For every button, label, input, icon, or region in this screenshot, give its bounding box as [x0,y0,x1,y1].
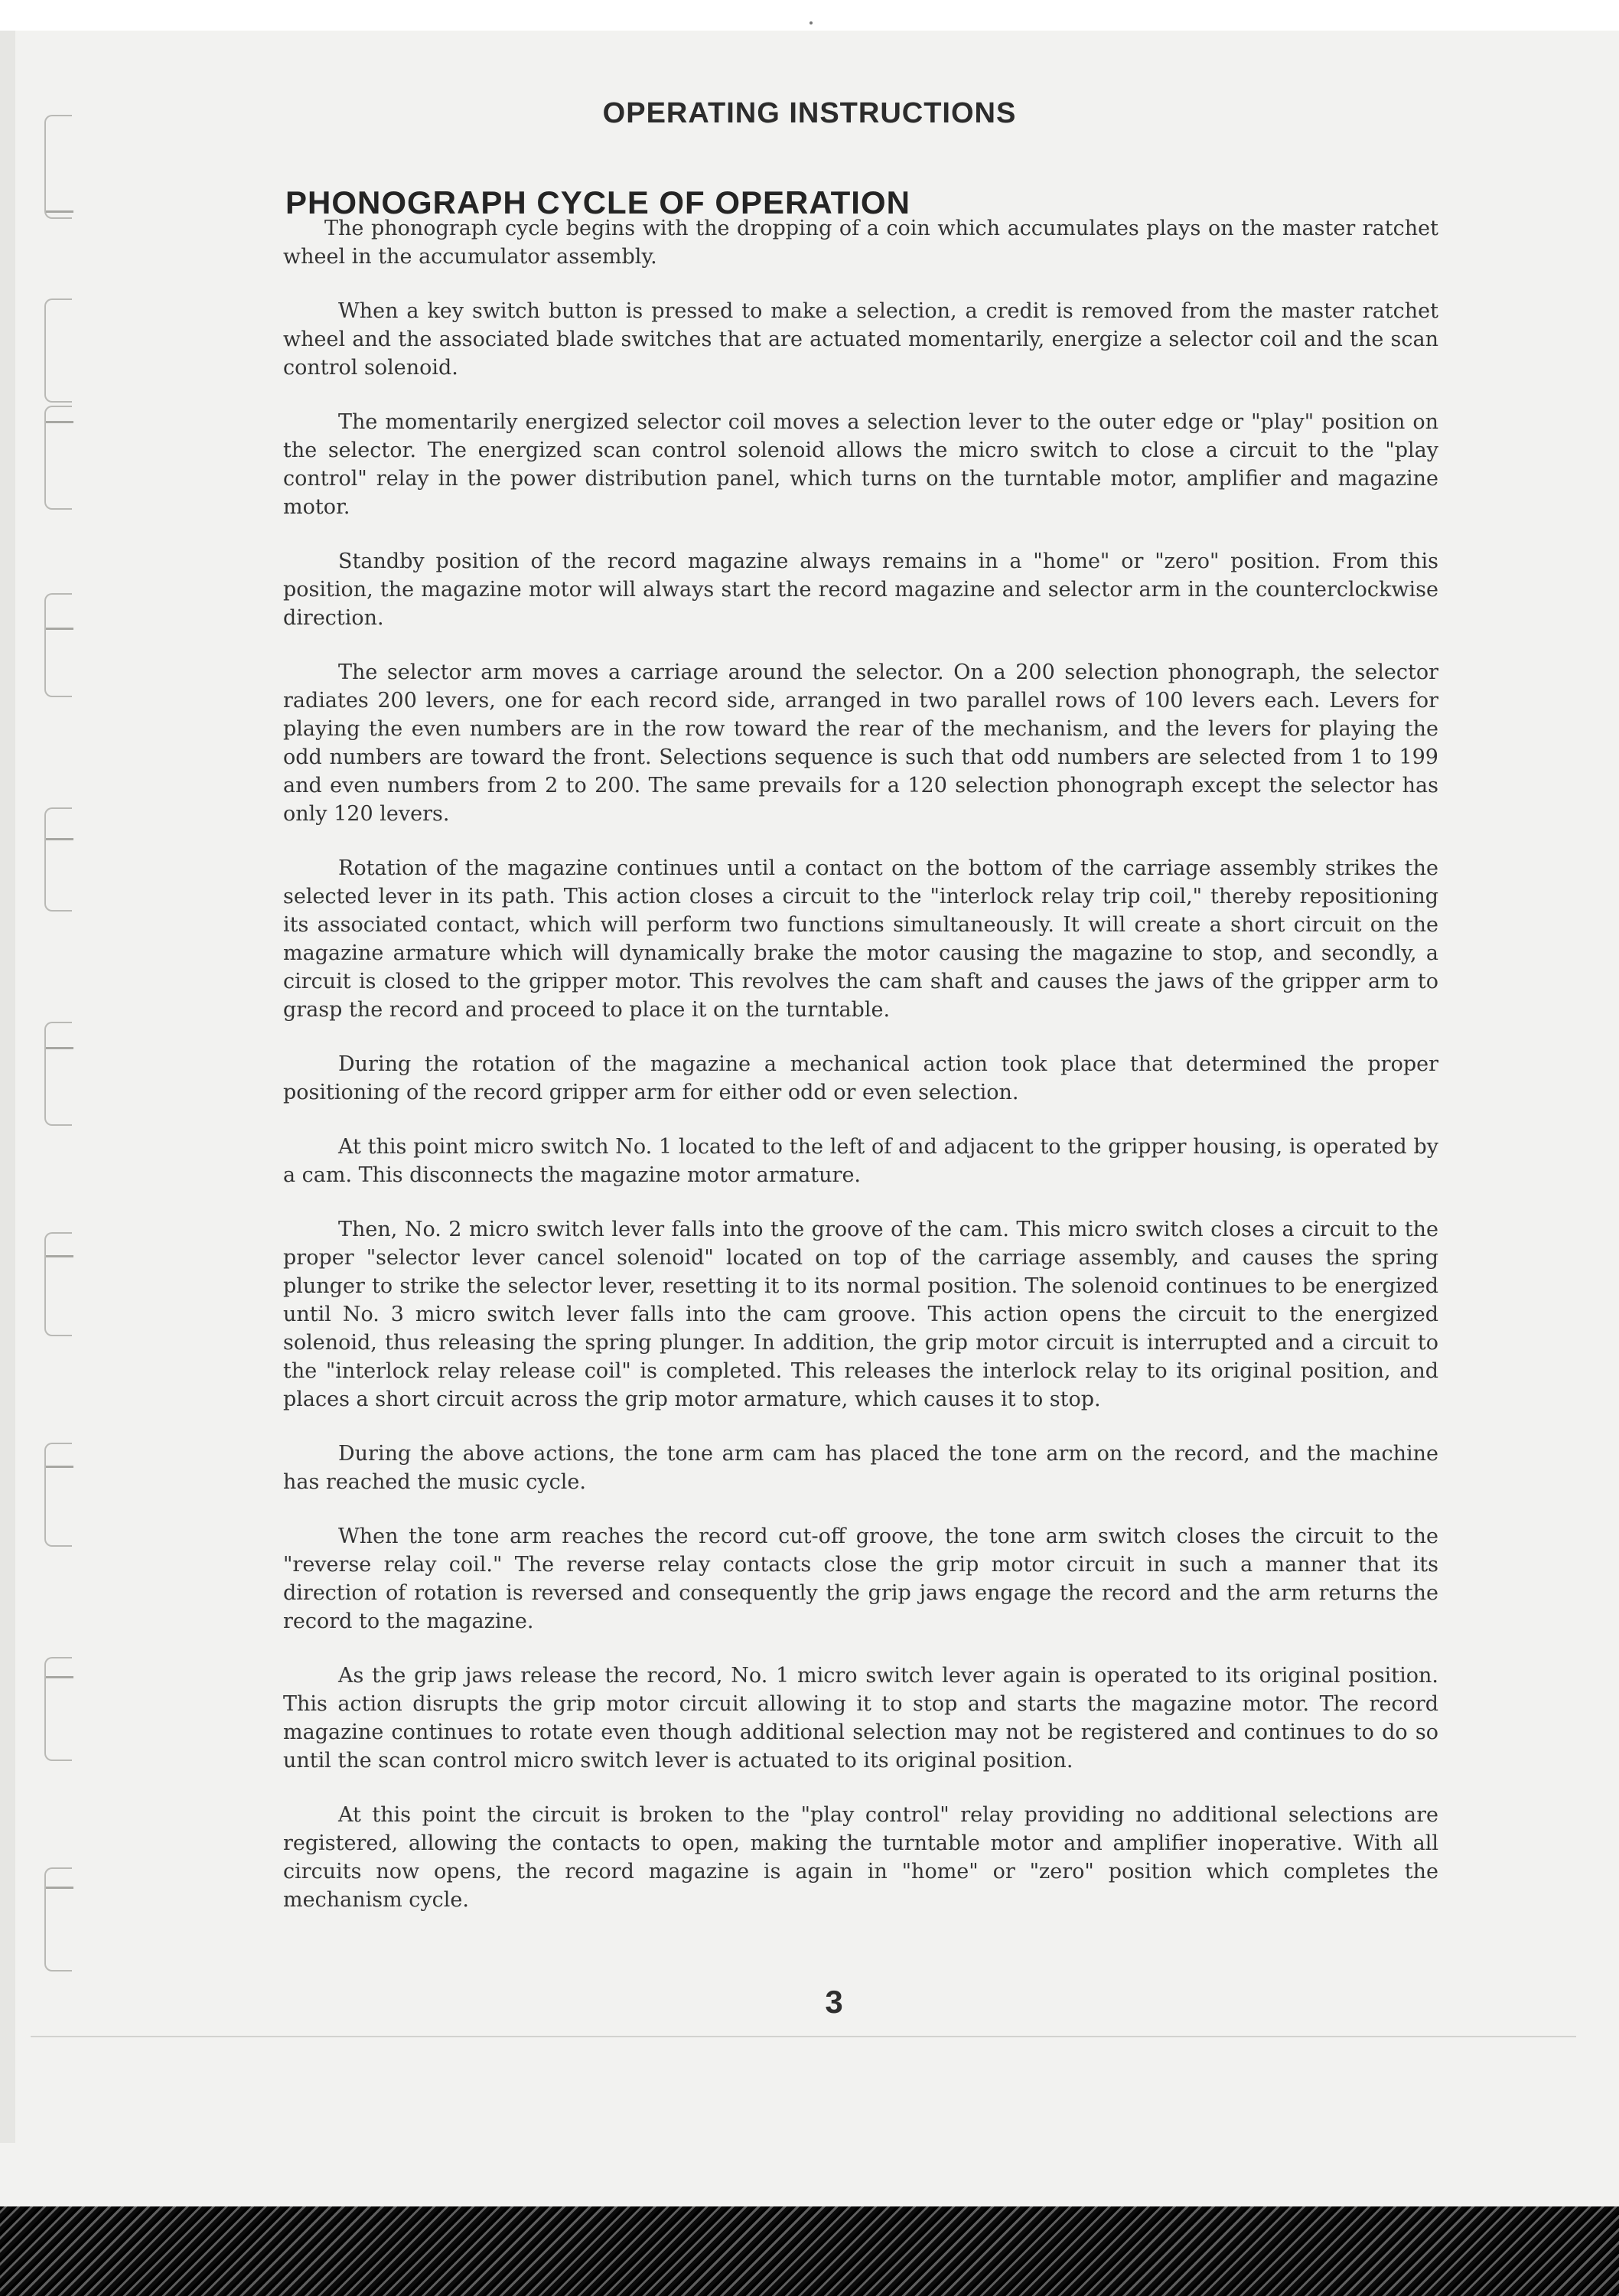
paragraph: When the tone arm reaches the record cut-off groove, the tone arm switch closes the circuit to the "reverse relay coil." The reverse relay contacts close the grip motor circuit in such a manner that its direction of rotation is reversed and consequently the grip jaws engage the record and the arm returns the record to the magazine. [283,1525,1438,1633]
body-text [283,214,1438,1940]
paragraph: At this point micro switch No. 1 located to the left of and adjacent to the gripper housing, is operated by a cam. This disconnects the magazine motor armature. [283,1135,1438,1187]
paragraph: When a key switch button is pressed to make a selection, a credit is removed from the master ratchet wheel and the associated blade switches that are actuated momentarily, energize a selector coil and the scan control solenoid. [283,299,1438,380]
paragraph: Rotation of the magazine continues until a contact on the bottom of the carriage assembly strikes the selected lever in its path. This action closes a circuit to the "interlock relay trip coil," thereby repositioning its associated contact, which will perform two functions simultaneously. It will create a short circuit on the magazine armature which will dynamically brake the motor causing the magazine to stop, and secondly, a circuit is closed to the gripper motor. This revolves the cam shaft and causes the jaws of the gripper arm to grasp the record and proceed to place it on the turntable. [283,856,1438,1022]
paragraph: As the grip jaws release the record, No. 1 micro switch lever again is operated to its original position. This action disrupts the grip motor circuit allowing it to stop and starts the magazine motor. The record magazine continues to rotate even though additional selection may not be registered and continues to do so until the scan control micro switch lever is actuated to its original position. [283,1664,1438,1773]
paragraph: The selector arm moves a carriage around the selector. On a 200 selection phonograph, the selector radiates 200 levers, one for each record side, arranged in two parallel rows of 100 levers each. Levers for playing the even numbers are in the row toward the rear of the mechanism, and the levers for playing the odd numbers are toward the front. Selections sequence is such that odd numbers are selected from 1 to 199 and even numbers from 2 to 200. The same prevails for a 120 selection phonograph except the selector has only 120 levers. [283,660,1438,826]
binder-tab [44,807,72,912]
paragraph: The momentarily energized selector coil moves a selection lever to the outer edge or "play" position on the selector. The energized scan control solenoid allows the micro switch to close a circuit to the "play control" relay in the power distribution panel, which turns on the turntable motor, amplifier and magazine motor. [283,410,1438,519]
paragraph: During the above actions, the tone arm cam has placed the tone arm on the record, and the machine has reached the music cycle. [283,1442,1438,1494]
binder-tick [46,1676,73,1678]
paragraph: Then, No. 2 micro switch lever falls into the groove of the cam. This micro switch closes a circuit to the proper "selector lever cancel solenoid" located on top of the carriage assembly, and causes the spring plunger to strike the selector lever, resetting it to its normal position. The solenoid continues to be energized until No. 3 micro switch lever falls into the cam groove. This action opens the circuit to the energized solenoid, thus releasing the spring plunger. In addition, the grip motor circuit is interrupted and a circuit to the "interlock relay release coil" is completed. This releases the interlock relay to its original position, and places a short circuit across the grip motor armature, which causes it to stop. [283,1218,1438,1411]
binder-tab [44,1232,72,1336]
binder-tick [46,838,73,840]
binder-tick [46,1255,73,1257]
binder-tab [44,1022,72,1126]
divider [31,2036,1576,2037]
header-mark [810,21,813,24]
binder-tab [44,593,72,697]
binder-tick [46,1047,73,1049]
paragraph: At this point the circuit is broken to the "play control" relay providing no additional selections are registered, allowing the contacts to open, making the turntable motor and amplifier inoperative. With all circuits now opens, the record magazine is again in "home" or "zero" position which completes the mechanism cycle. [283,1803,1438,1912]
binder-tab [44,1443,72,1547]
binder-edge [0,31,15,2143]
binder-tick [46,421,73,423]
paragraph: Standby position of the record magazine always remains in a "home" or "zero" position. From this position, the magazine motor will always start the record magazine and selector arm in the counterclockwise direction. [283,550,1438,630]
paragraph: The phonograph cycle begins with the dropping of a coin which accumulates plays on the master ratchet wheel in the accumulator assembly. [283,217,1438,269]
binder-tick [46,628,73,630]
binder-tab [44,1867,72,1971]
section-title: PHONOGRAPH CYCLE OF OPERATION [285,184,910,220]
page-title: OPERATING INSTRUCTIONS [602,97,1017,129]
binder-tab [44,298,72,403]
binder-tab [44,115,72,219]
paragraph: During the rotation of the magazine a mechanical action took place that determined the proper positioning of the record gripper arm for either odd or even selection. [283,1052,1438,1104]
binder-tab [44,1657,72,1761]
page-number: 3 [825,1984,843,2020]
binder-tick [46,210,73,213]
page-top-margin [0,0,1619,31]
binder-tick [46,1887,73,1889]
scan-noise-stripe [0,2206,1619,2296]
binder-tick [46,1466,73,1468]
